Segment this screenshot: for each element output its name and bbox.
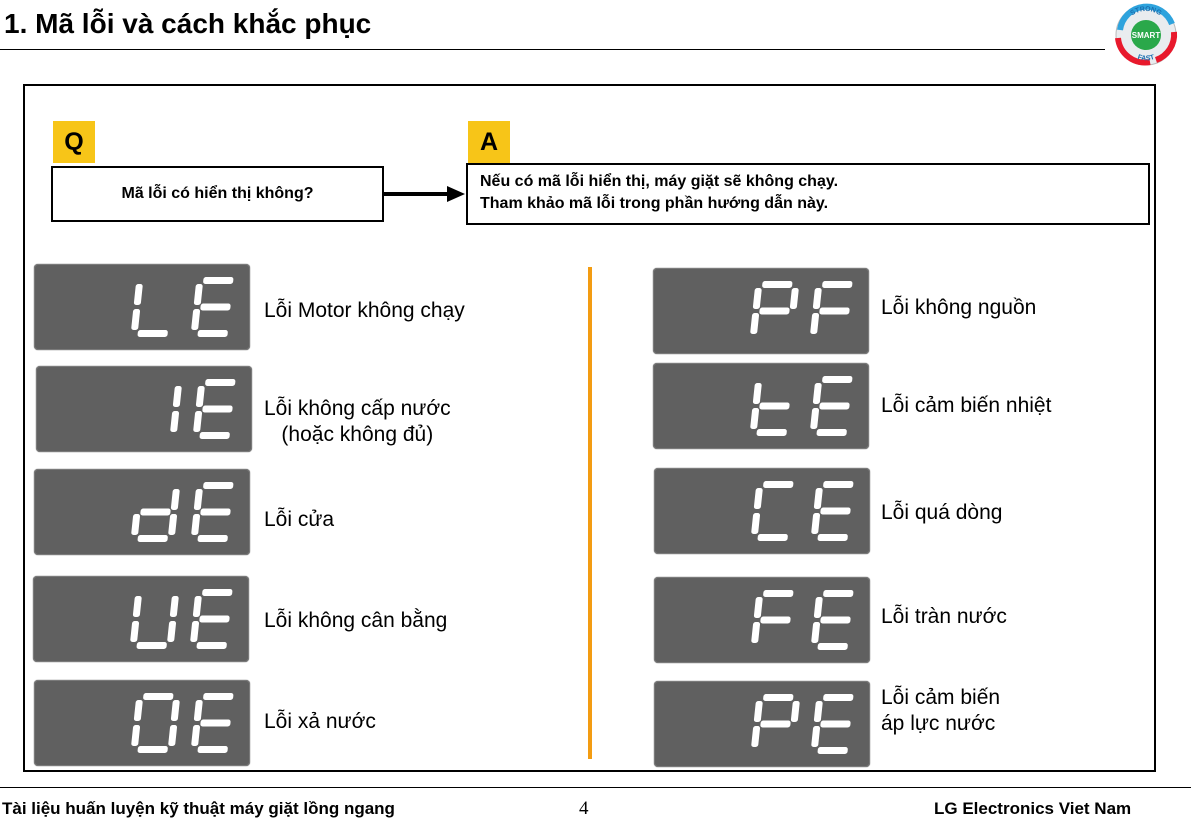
lcd-segment-f [754,597,763,618]
question-tag: Q [53,121,95,163]
error-description-line: (hoặc không đủ) [281,423,434,446]
lcd-segment-a [202,589,233,596]
lcd-digit-P [750,281,800,334]
lcd-segment-g [200,720,231,727]
lcd-segment-a [822,281,853,288]
lcd-segment-g [202,406,233,413]
lcd-digit-U [129,596,179,649]
lcd-segment-e [191,309,200,330]
lcd-segment-g [200,304,231,311]
lcd-digit-t [749,383,792,436]
lcd-digit-I [170,386,182,432]
lcd-segment-d [196,642,227,649]
question-text: Mã lỗi có hiển thị không? [121,185,314,202]
error-description-dE [264,507,334,533]
answer-line-1: Nếu có mã lỗi hiển thị, máy giặt sẽ không chạy. [480,173,839,190]
lcd-segment-b [171,489,180,510]
lcd-digit-E [809,376,852,436]
lcd-segment-a [763,481,794,488]
lcd-segment-f [194,489,203,510]
error-code-display-UE [33,576,249,662]
lcd-segment-a [763,694,794,701]
error-description-line: Lỗi không nguồn [881,296,1037,319]
error-description-line: Lỗi tràn nước [881,605,1007,628]
lcd-segment-f [813,288,822,309]
lcd-segment-a [203,482,234,489]
error-description-line: Lỗi quá dòng [881,501,1003,524]
title-underline [0,49,1105,50]
lcd-digit-E [810,694,853,754]
lcd-segment-b [170,596,179,617]
lcd-segment-g [819,403,850,410]
lcd-segment-f [133,596,142,617]
lcd-segment-a [823,694,854,701]
error-description-PF [881,295,1036,321]
lcd-segment-f [754,701,763,722]
lcd-digit-E [810,590,853,650]
error-code-display-CE [654,468,870,554]
lcd-segment-g [140,509,171,516]
lcd-segment-b [790,288,799,309]
answer-box [466,163,1150,225]
lcd-segment-f [814,597,823,618]
error-description-line: Lỗi cảm biến [881,686,1001,709]
lcd-segment-e [810,313,819,334]
error-description-line: Lỗi xả nước [264,710,376,733]
error-description-FE [881,604,1007,630]
lcd-segment-c [167,621,176,642]
lcd-segment-e [191,725,200,746]
lcd-segment-f [194,284,203,305]
lcd-segment-g [759,308,790,315]
lcd-segment-f [814,488,823,509]
lcd-segment-b [173,386,182,407]
error-description-line: Lỗi cảm biến nhiệt [881,394,1052,417]
lcd-segment-a [203,693,234,700]
logo-bottom-text: FAST [1136,54,1156,63]
lcd-segment-a [822,376,853,383]
lcd-digit-F [751,590,794,643]
lcd-digit-F [810,281,853,334]
lcd-segment-e [191,514,200,535]
lcd-segment-f [194,700,203,721]
lcd-segment-b [791,701,800,722]
lcd-segment-d [136,642,167,649]
error-description-PE [881,685,1000,737]
lcd-segment-e [131,309,140,330]
error-description-tE [881,393,1051,419]
lcd-digit-E [810,481,853,541]
question-box [51,166,384,222]
lcd-segment-e [131,725,140,746]
error-description-line: Lỗi không cân bằng [264,609,448,632]
page-number: 4 [579,798,589,819]
lcd-segment-a [205,379,236,386]
error-code-display-FE [654,577,870,663]
lcd-segment-c [168,514,177,535]
lcd-segment-e [751,513,760,534]
lcd-segment-b [171,700,180,721]
lcd-segment-e [131,514,140,535]
error-description-OE [264,709,376,735]
error-code-display-PF [653,268,869,354]
error-description-IE [264,396,451,448]
lcd-digit-P [751,694,801,747]
error-code-display-OE [34,680,250,766]
lcd-segment-a [203,277,234,284]
lcd-segment-f [814,701,823,722]
lcd-segment-a [823,590,854,597]
lcd-segment-f [813,383,822,404]
error-description-LE [264,298,465,324]
lcd-segment-d [816,429,847,436]
lcd-segment-d [756,429,787,436]
lcd-segment-e [811,726,820,747]
error-code-display-IE [36,366,252,452]
lcd-segment-g [760,617,791,624]
lcd-segment-f [134,700,143,721]
lcd-digit-E [189,589,232,649]
error-description-UE [264,608,447,634]
lcd-digit-E [190,482,233,542]
lcd-segment-e [750,313,759,334]
lcd-segment-d [197,330,228,337]
lcd-segment-d [137,330,168,337]
lcd-segment-c [168,725,177,746]
lcd-digit-E [190,693,233,753]
error-description-line: áp lực nước [881,712,996,735]
lcd-segment-d [137,746,168,753]
answer-line-2: Tham khảo mã lỗi trong phần hướng dẫn này. [480,195,829,212]
lcd-segment-e [811,513,820,534]
lcd-digit-L [130,284,173,337]
lcd-segment-d [817,534,848,541]
error-description-line: Lỗi không cấp nước [264,397,451,420]
lcd-segment-e [130,621,139,642]
lcd-segment-f [193,596,202,617]
lcd-segment-c [170,411,179,432]
lcd-segment-d [817,643,848,650]
lcd-digit-E [192,379,235,439]
arrow-right-icon [383,185,465,203]
lcd-segment-f [753,383,762,404]
lcd-segment-e [190,621,199,642]
footer-rule [0,787,1191,788]
lcd-segment-d [199,432,230,439]
logo-center-text: SMART [1131,31,1161,40]
lcd-segment-g [760,721,791,728]
error-code-display-LE [34,264,250,350]
lcd-segment-g [820,721,851,728]
lcd-digit-E [190,277,233,337]
footer-company: LG Electronics Viet Nam [934,799,1132,818]
lcd-digit-d [130,489,180,542]
smart-strong-fast-logo [1104,2,1188,68]
lcd-segment-g [759,403,790,410]
lcd-segment-e [751,726,760,747]
answer-tag: A [468,121,510,163]
error-description-line: Lỗi cửa [264,508,335,531]
lcd-segment-g [819,308,850,315]
lcd-segment-e [750,408,759,429]
lcd-segment-d [817,747,848,754]
page-title: 1. Mã lỗi và cách khắc phục [4,8,372,39]
lcd-segment-e [751,622,760,643]
lcd-segment-a [143,693,174,700]
lcd-segment-d [757,534,788,541]
error-code-display-tE [653,363,869,449]
lcd-segment-g [820,617,851,624]
lcd-digit-C [750,481,793,541]
lcd-segment-e [811,622,820,643]
lcd-segment-f [134,284,143,305]
lcd-digit-O [130,693,180,753]
error-description-line: Lỗi Motor không chạy [264,299,465,322]
lcd-segment-d [197,746,228,753]
logo-top-text: STRONG [1129,5,1163,18]
lcd-segment-e [810,408,819,429]
lcd-segment-a [763,590,794,597]
error-code-display-dE [34,469,250,555]
lcd-segment-f [196,386,205,407]
lcd-segment-e [193,411,202,432]
lcd-segment-a [762,281,793,288]
column-divider [588,267,592,759]
lcd-segment-g [199,616,230,623]
lcd-segment-f [753,288,762,309]
lcd-segment-a [823,481,854,488]
error-description-CE [881,500,1002,526]
lcd-segment-d [197,535,228,542]
lcd-segment-f [754,488,763,509]
footer-doc-title: Tài liệu huấn luyện kỹ thuật máy giặt lồng ngang [2,799,395,818]
lcd-segment-g [200,509,231,516]
error-code-display-PE [654,681,870,767]
lcd-segment-g [820,508,851,515]
lcd-segment-d [137,535,168,542]
